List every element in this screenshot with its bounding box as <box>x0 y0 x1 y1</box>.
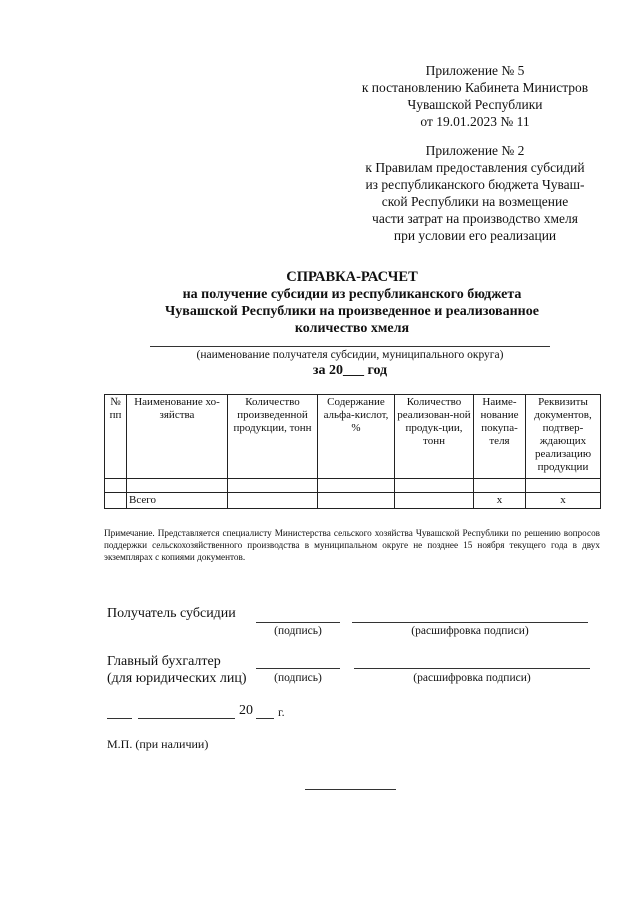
note <box>104 527 600 563</box>
col-header-docs: Реквизиты документов, подтвер-ждающих реализацию продукции <box>526 395 601 479</box>
col-header-farm: Наименование хо-зяйства <box>127 395 228 479</box>
document-title <box>100 269 604 337</box>
col-header-buyer: Наиме-нование покупа-теля <box>474 395 526 479</box>
total-x-buyer: х <box>474 493 526 509</box>
bottom-separator <box>305 789 396 790</box>
accountant-decode-line <box>354 668 590 669</box>
col-header-sold: Количество реализован-ной продук-ции, тонн <box>395 395 474 479</box>
recipient-underline <box>150 346 550 347</box>
appendix-5-line: к постановлению Кабинета Министров <box>361 80 589 95</box>
recipient-caption: (наименование получателя субсидии, муниципального округа) <box>196 349 504 361</box>
appendix-2-line: ской Республики на возмещение <box>381 194 569 209</box>
table-total-row <box>105 493 601 509</box>
appendix-5-line: Чувашской Республики <box>407 97 543 112</box>
appendix-2-line: к Правилам предоставления субсидий <box>365 160 585 175</box>
accountant-label: Главный бухгалтер <box>107 654 221 669</box>
title-line: количество хмеля <box>294 321 410 336</box>
accountant-sublabel: (для юридических лиц) <box>107 671 247 686</box>
recipient-decode-caption: (расшифровка подписи) <box>411 625 529 637</box>
accountant-sign-caption: (подпись) <box>274 672 322 684</box>
title-line: Чувашской Республики на произведенное и реализованное <box>165 304 539 319</box>
col-header-alpha: Содержание альфа-кислот, % <box>318 395 395 479</box>
col-header-produced: Количество произведенной продукции, тонн <box>228 395 318 479</box>
calculation-table <box>104 394 601 509</box>
table-row <box>105 479 601 493</box>
date-year-line <box>256 718 274 719</box>
appendix-5-title: Приложение № 5 <box>425 63 525 78</box>
title-line: на получение субсидии из республиканского бюджета <box>182 287 522 302</box>
date-g: г. <box>278 705 285 719</box>
appendix-5-date: от 19.01.2023 № 11 <box>420 114 530 129</box>
date-day-line <box>107 718 132 719</box>
total-x-docs: х <box>526 493 601 509</box>
accountant-decode-caption: (расшифровка подписи) <box>413 672 531 684</box>
appendix-2-block <box>330 142 620 244</box>
col-header-number: № пп <box>105 395 127 479</box>
note-text: Представляется специалисту Министерства сельского хозяйства Чувашской Республики по решению вопросов поддержки сельскохозяйственного производства в муниципальном округе не позднее 15 ноября текущего года в двух экземплярах с копиями документов. <box>104 528 601 562</box>
appendix-2-line: при условии его реализации <box>393 228 557 243</box>
note-label: Примечание. <box>104 528 155 538</box>
table-header-row <box>105 395 601 479</box>
appendix-5-block <box>330 62 620 130</box>
appendix-2-line: из республиканского бюджета Чуваш- <box>365 177 585 192</box>
date-month-line <box>138 718 235 719</box>
recipient-decode-line <box>352 622 588 623</box>
appendix-2-line: части затрат на производство хмеля <box>372 211 578 226</box>
accountant-sign-line <box>256 668 340 669</box>
total-label: Всего <box>127 493 228 509</box>
year-line: за 20___ год <box>312 363 388 378</box>
seal-label: М.П. (при наличии) <box>107 737 209 751</box>
date-year-prefix: 20 <box>239 703 253 718</box>
recipient-sign-caption: (подпись) <box>274 625 322 637</box>
recipient-sign-line <box>256 622 340 623</box>
appendix-2-title: Приложение № 2 <box>425 143 525 158</box>
recipient-sign-label: Получатель субсидии <box>107 606 236 621</box>
title-line: СПРАВКА-РАСЧЕТ <box>286 269 418 285</box>
